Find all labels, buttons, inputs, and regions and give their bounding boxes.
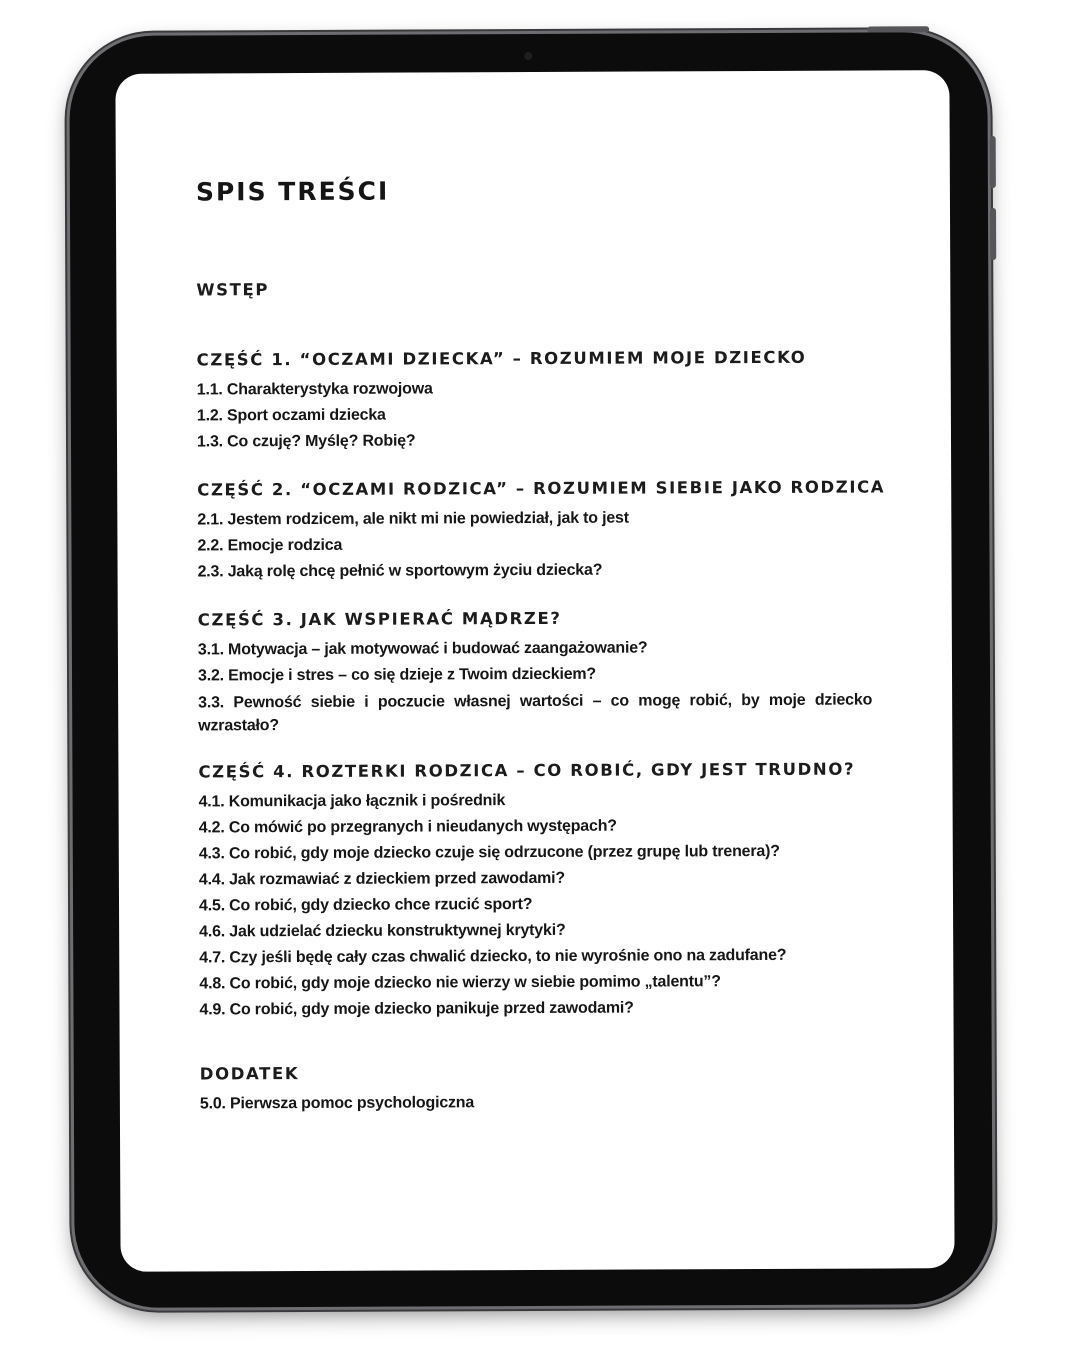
toc-item[interactable]: 2.3. Jaką rolę chcę pełnić w sportowym życiu dziecka? [197,561,603,581]
volume-up-button [990,136,996,188]
tablet-screen [115,70,954,1272]
toc-item[interactable]: 3.1. Motywacja – jak motywować i budować zaangażowanie? [197,639,648,659]
toc-item[interactable]: 4.9. Co robić, gdy moje dziecko panikuje przed zawodami? [199,999,634,1019]
toc-item[interactable]: 4.4. Jak rozmawiać z dzieckiem przed zawodami? [198,869,566,889]
section-intro [196,275,870,304]
tablet-device-frame [69,32,993,1308]
section-heading-part-2[interactable]: CZĘŚĆ 2. “OCZAMI RODZICA” – ROZUMIEM SIEBIE JAKO RODZICA [197,477,886,500]
section-heading-appendix[interactable]: DODATEK [199,1064,300,1084]
section-heading-part-4[interactable]: CZĘŚĆ 4. ROZTERKI RODZICA – CO ROBIĆ, GDY JEST TRUDNO? [198,759,856,782]
toc-item[interactable]: 1.3. Co czuję? Myślę? Robię? [196,432,416,451]
section-appendix [200,1059,874,1118]
section-part-3 [198,605,873,738]
toc-item[interactable]: 1.1. Charakterystyka rozwojowa [196,380,433,399]
toc-item[interactable]: 4.7. Czy jeśli będę cały czas chwalić dziecko, to nie wyrośnie ono na zadufane? [199,946,787,967]
toc-item[interactable]: 4.5. Co robić, gdy dziecko chce rzucić sport? [198,895,533,915]
section-heading-intro[interactable]: WSTĘP [196,280,270,300]
item-list-part-1 [197,375,871,456]
camera-icon [524,52,532,60]
item-list-appendix [200,1089,874,1118]
toc-item[interactable]: 3.3. Pewność siebie i poczucie własnej wartości – co mogę robić, by moje dziecko wzrastało? [198,691,873,735]
toc-item[interactable]: 4.6. Jak udzielać dziecku konstruktywnej krytyki? [199,921,566,941]
toc-item[interactable]: 3.2. Emocje i stres – co się dzieje z Twoim dzieckiem? [197,665,597,685]
item-list-part-4 [199,787,874,1024]
toc-item[interactable]: 4.8. Co robić, gdy moje dziecko nie wierzy w siebie pomimo „talentu”? [199,973,721,993]
toc-item[interactable]: 2.2. Emocje rodzica [197,536,343,555]
section-heading-part-1[interactable]: CZĘŚĆ 1. “OCZAMI DZIECKA” – ROZUMIEM MOJE DZIECKO [196,347,807,370]
volume-down-button [990,208,996,260]
toc-item[interactable]: 4.2. Co mówić po przegranych i nieudanych występach? [198,817,617,837]
toc-item[interactable]: 4.1. Komunikacja jako łącznik i pośrednik [198,792,506,811]
toc-item[interactable]: 5.0. Pierwsza pomoc psychologiczna [199,1094,475,1113]
section-part-4 [198,757,873,1024]
section-heading-part-3[interactable]: CZĘŚĆ 3. JAK WSPIERAĆ MĄDRZE? [197,608,562,630]
power-button [867,26,929,32]
item-list-part-2 [197,505,871,586]
item-list-part-3 [198,635,872,738]
section-part-1 [197,345,871,456]
toc-item[interactable]: 1.2. Sport oczami dziecka [196,406,386,425]
page-title: SPIS TREŚCI [195,176,390,207]
section-part-2 [197,475,886,586]
toc-item[interactable]: 4.3. Co robić, gdy moje dziecko czuje się odrzucone (przez grupę lub trenera)? [198,842,780,863]
toc-item[interactable]: 2.1. Jestem rodzicem, ale nikt mi nie powiedział, jak to jest [197,509,629,529]
table-of-contents [196,275,886,1118]
